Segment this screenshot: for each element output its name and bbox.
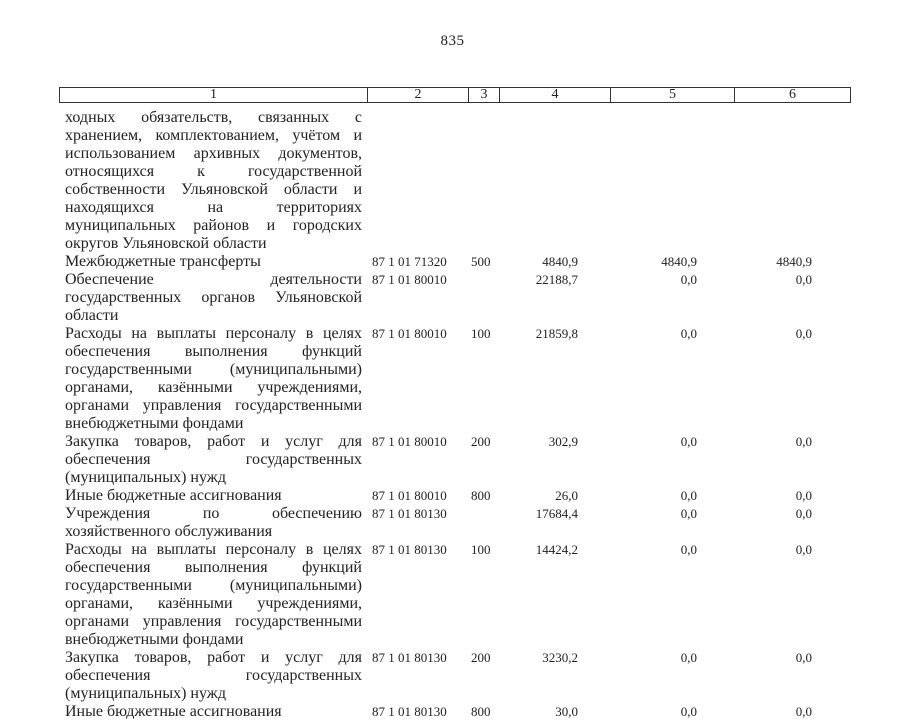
row-expense-type-cell: 800 <box>471 704 491 719</box>
row-expense-type-cell: 200 <box>471 434 491 449</box>
row-value-col5-cell: 0,0 <box>680 272 697 287</box>
row-value-col4-cell: 14424,2 <box>535 542 578 557</box>
row-name-cell: Расходы на выплаты персоналу в целях обеспечения выполнения функций государственными (муниципальными) органами, казёнными учреждениями, органами управления государственными внебюджетными фондами <box>65 325 362 432</box>
row-expense-type-cell: 100 <box>471 542 491 557</box>
row-name-cell: Иные бюджетные ассигнования <box>65 487 282 504</box>
row-value-col6-cell: 4840,9 <box>776 254 812 269</box>
row-code-cell: 87 1 01 80130 <box>372 704 447 719</box>
row-value-col4-cell: 22188,7 <box>535 272 578 287</box>
column-header-2: 2 <box>368 88 469 103</box>
table-row <box>0 253 905 271</box>
table-row <box>0 433 905 487</box>
row-code-cell: 87 1 01 80130 <box>372 506 447 521</box>
budget-table-body <box>0 109 905 721</box>
row-name-cell: Учреждения по обеспечению хозяйственного обслуживания <box>65 505 362 540</box>
row-value-col5-cell: 0,0 <box>680 434 697 449</box>
table-row <box>0 541 905 649</box>
row-name-cell: ходных обязательств, связанных с хранением, комплектованием, учётом и использованием архивных документов, относящихся к государственной собственности Ульяновской области и находящихся на территориях муниципальных районов и городских округов Ульяновской области <box>65 109 362 252</box>
row-value-col6-cell: 0,0 <box>795 650 812 665</box>
row-value-col4-cell: 302,9 <box>548 434 578 449</box>
row-name-cell: Расходы на выплаты персоналу в целях обеспечения выполнения функций государственными (муниципальными) органами, казёнными учреждениями, органами управления государственными внебюджетными фондами <box>65 541 362 648</box>
table-row <box>0 325 905 433</box>
row-value-col4-cell: 21859,8 <box>535 326 578 341</box>
table-row <box>0 487 905 505</box>
row-code-cell: 87 1 01 80010 <box>372 488 447 503</box>
row-code-cell: 87 1 01 80130 <box>372 542 447 557</box>
row-value-col4-cell: 3230,2 <box>542 650 578 665</box>
row-expense-type-cell: 800 <box>471 488 491 503</box>
row-value-col4-cell: 17684,4 <box>535 506 578 521</box>
row-code-cell: 87 1 01 80010 <box>372 272 447 287</box>
row-value-col5-cell: 0,0 <box>680 650 697 665</box>
column-header-table <box>59 87 851 103</box>
row-value-col6-cell: 0,0 <box>795 326 812 341</box>
row-name-cell: Закупка товаров, работ и услуг для обеспечения государственных (муниципальных) нужд <box>65 433 362 486</box>
row-name-cell: Иные бюджетные ассигнования <box>65 703 282 720</box>
row-expense-type-cell: 200 <box>471 650 491 665</box>
row-value-col5-cell: 0,0 <box>680 704 697 719</box>
row-value-col6-cell: 0,0 <box>795 704 812 719</box>
column-header-row <box>60 88 851 103</box>
row-value-col5-cell: 0,0 <box>680 488 697 503</box>
row-value-col5-cell: 0,0 <box>680 506 697 521</box>
row-value-col5-cell: 0,0 <box>680 326 697 341</box>
column-header-5: 5 <box>611 88 735 103</box>
column-header-6: 6 <box>735 88 851 103</box>
row-code-cell: 87 1 01 71320 <box>372 254 447 269</box>
row-value-col4-cell: 30,0 <box>555 704 578 719</box>
row-value-col6-cell: 0,0 <box>795 542 812 557</box>
row-value-col4-cell: 4840,9 <box>542 254 578 269</box>
row-expense-type-cell: 500 <box>471 254 491 269</box>
row-value-col4-cell: 26,0 <box>555 488 578 503</box>
table-row <box>0 271 905 325</box>
row-code-cell: 87 1 01 80130 <box>372 650 447 665</box>
column-header-4: 4 <box>500 88 611 103</box>
row-code-cell: 87 1 01 80010 <box>372 326 447 341</box>
row-value-col6-cell: 0,0 <box>795 506 812 521</box>
table-row <box>0 649 905 703</box>
row-value-col6-cell: 0,0 <box>795 434 812 449</box>
row-code-cell: 87 1 01 80010 <box>372 434 447 449</box>
row-value-col5-cell: 0,0 <box>680 542 697 557</box>
table-row <box>0 505 905 541</box>
row-expense-type-cell: 100 <box>471 326 491 341</box>
row-value-col5-cell: 4840,9 <box>661 254 697 269</box>
page-number: 835 <box>440 33 465 49</box>
row-value-col6-cell: 0,0 <box>795 488 812 503</box>
row-name-cell: Закупка товаров, работ и услуг для обеспечения государственных (муниципальных) нужд <box>65 649 362 702</box>
table-row <box>0 703 905 721</box>
column-header-1: 1 <box>60 88 368 103</box>
column-header-3: 3 <box>469 88 500 103</box>
row-name-cell: Обеспечение деятельности государственных органов Ульяновской области <box>65 271 362 324</box>
row-name-cell: Межбюджетные трансферты <box>65 253 261 270</box>
table-row <box>0 109 905 253</box>
row-value-col6-cell: 0,0 <box>795 272 812 287</box>
